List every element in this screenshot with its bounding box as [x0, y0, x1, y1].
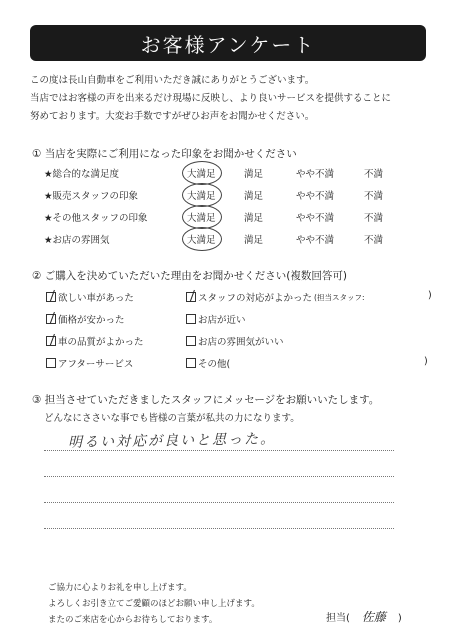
message-line [44, 476, 394, 477]
rating-row-other-staff [44, 210, 404, 228]
rating-option-satisfied[interactable]: 満足 [244, 213, 264, 224]
intro-line: この度は長山自動車をご利用いただき誠にありがとうございます。 [30, 75, 315, 86]
footer-line: ご協力に心よりお礼を申し上げます。 [48, 583, 192, 593]
reason-after-service[interactable] [46, 356, 133, 370]
staff-label: 担当( [326, 613, 350, 624]
reason-label: アフターサービス [58, 359, 134, 370]
rating-option-very-satisfied[interactable]: 大満足 [187, 235, 216, 246]
footer-text [48, 580, 260, 628]
selection-circle [182, 183, 222, 207]
rating-row-overall [44, 166, 404, 184]
staff-name[interactable]: 佐藤 [361, 610, 386, 624]
rating-label: ★販売スタッフの印象 [44, 191, 139, 202]
rating-label: ★その他スタッフの印象 [44, 213, 148, 224]
paren-close [424, 356, 428, 367]
rating-option-somewhat-dissatisfied[interactable]: やや不満 [296, 169, 335, 180]
checkbox[interactable] [46, 314, 56, 324]
rating-option-satisfied[interactable]: 満足 [244, 169, 264, 180]
rating-option-very-satisfied[interactable]: 大満足 [187, 213, 216, 224]
reason-label: 欲しい車があった [58, 293, 134, 304]
rating-label: ★総合的な満足度 [44, 169, 120, 180]
reason-quality[interactable] [46, 334, 144, 348]
paren-close-text: ) [424, 356, 428, 367]
paren-close [428, 290, 432, 301]
selection-circle [182, 227, 222, 251]
q1-title: ① 当店を実際にご利用になった印象をお聞かせください [32, 148, 297, 160]
q2-title: ② ご購入を決めていただいた理由をお聞かせください(複数回答可) [32, 270, 347, 282]
rating-option-very-satisfied[interactable]: 大満足 [187, 191, 216, 202]
handwritten-message[interactable]: 明るい対応が良いと思った。 [67, 431, 277, 451]
checkbox[interactable] [46, 292, 56, 302]
rating-option-somewhat-dissatisfied[interactable]: やや不満 [296, 213, 335, 224]
staff-note: (担当スタッフ: [314, 292, 365, 302]
intro-line: 努めております。大変お手数ですがぜひお声をお聞かせください。 [30, 111, 315, 122]
staff-close: ) [397, 613, 402, 624]
message-line [44, 450, 394, 451]
rating-option-dissatisfied[interactable]: 不満 [364, 235, 384, 246]
q3-title: ③ 担当させていただきましたスタッフにメッセージをお願いいたします。 [32, 394, 380, 406]
checkbox[interactable] [186, 314, 196, 324]
reason-label: お店が近い [198, 315, 246, 326]
checkbox[interactable] [186, 336, 196, 346]
reason-nearby[interactable] [186, 312, 246, 326]
staff-signature [326, 608, 402, 625]
checkbox[interactable] [186, 358, 196, 368]
checkbox[interactable] [46, 336, 56, 346]
checkbox[interactable] [186, 292, 196, 302]
rating-option-satisfied[interactable]: 満足 [244, 235, 264, 246]
rating-option-very-satisfied[interactable]: 大満足 [187, 169, 216, 180]
reason-price[interactable] [46, 312, 125, 326]
footer-line: またのご来店を心からお待ちしております。 [48, 615, 218, 625]
reason-label: お店の雰囲気がいい [198, 337, 284, 348]
reason-label: 車の品質がよかった [58, 337, 144, 348]
footer-line: よろしくお引き立てご愛顧のほどお願い申し上げます。 [48, 599, 260, 609]
q3-subtitle: どんなにささいな事でも皆様の言葉が私共の力になります。 [44, 413, 300, 424]
rating-row-atmosphere [44, 232, 404, 250]
checkbox[interactable] [46, 358, 56, 368]
rating-row-sales-staff [44, 188, 404, 206]
message-line [44, 528, 394, 529]
rating-option-satisfied[interactable]: 満足 [244, 191, 264, 202]
reason-atmosphere[interactable] [186, 334, 284, 348]
message-line [44, 502, 394, 503]
selection-circle [182, 205, 222, 229]
rating-option-dissatisfied[interactable]: 不満 [364, 213, 384, 224]
reason-staff-service[interactable] [186, 290, 364, 304]
survey-title: お客様アンケート [30, 25, 426, 61]
reason-label: その他( [198, 359, 231, 370]
intro-line: 当店ではお客様の声を出来るだけ現場に反映し、より良いサービスを提供することに [30, 93, 392, 104]
rating-option-somewhat-dissatisfied[interactable]: やや不満 [296, 191, 335, 202]
selection-circle [182, 161, 222, 185]
intro-text [30, 72, 440, 126]
reason-label: スタッフの対応がよかった [198, 293, 313, 304]
reason-other[interactable] [186, 356, 230, 370]
reason-label: 価格が安かった [58, 315, 125, 326]
reason-wanted-car[interactable] [46, 290, 134, 304]
rating-option-dissatisfied[interactable]: 不満 [364, 169, 384, 180]
paren-close-text: ) [428, 290, 432, 301]
rating-option-somewhat-dissatisfied[interactable]: やや不満 [296, 235, 335, 246]
rating-label: ★お店の雰囲気 [44, 235, 110, 246]
rating-option-dissatisfied[interactable]: 不満 [364, 191, 384, 202]
